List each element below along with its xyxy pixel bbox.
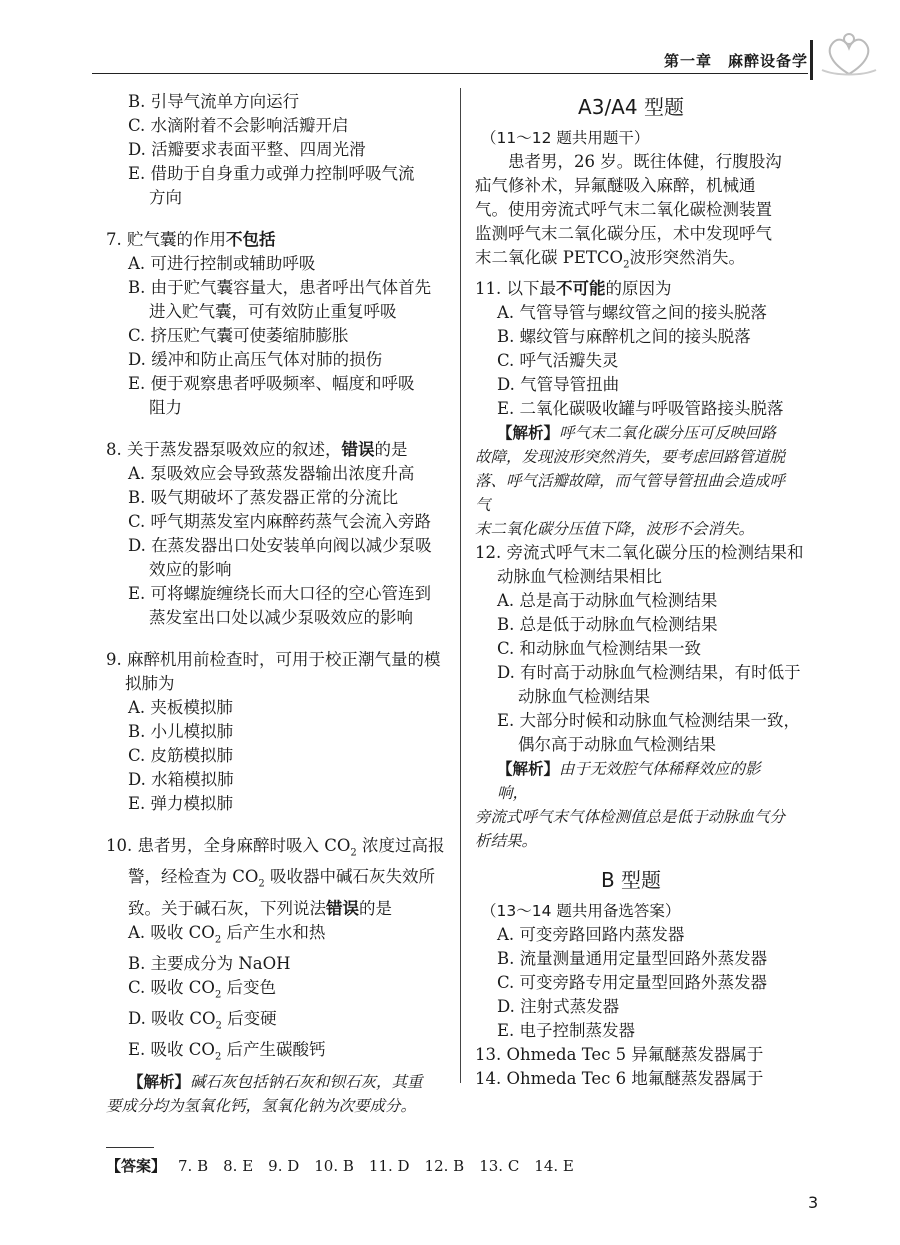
question-stem-cont: 致。关于碱石灰，下列说法错误的是 xyxy=(128,898,392,918)
option-b: B. 主要成分为 NaOH xyxy=(128,953,291,973)
header-bar xyxy=(810,40,813,80)
question-stem-cont: 拟肺为 xyxy=(125,674,175,693)
page-number: 3 xyxy=(808,1193,819,1212)
header-rule xyxy=(92,73,808,74)
answer-key-text: 7. B 8. E 9. D 10. B 11. D 12. B 13. C 14. E xyxy=(178,1157,574,1175)
left-column xyxy=(106,90,449,1118)
explanation-cont: 故障，发现波形突然消失，要考虑回路管道脱 xyxy=(475,448,786,467)
explanation: 【解析】碱石灰包括钠石灰和钡石灰，其重 xyxy=(128,1072,423,1091)
option-c: C. 呼气期蒸发室内麻醉药蒸气会流入旁路 xyxy=(128,512,432,531)
option-e: E. 可将螺旋缠绕长而大口径的空心管连到 xyxy=(128,584,432,603)
question-12 xyxy=(475,541,804,853)
option-a: A. 吸收 $CO_2$ 后产生水和热 xyxy=(128,922,326,945)
option-b: B. 螺纹管与麻醉机之间的接头脱落 xyxy=(497,327,751,347)
question-stem: 7. 贮气囊的作用不包括 xyxy=(106,230,276,249)
option-b: B. 引导气流单方向运行 xyxy=(128,92,300,111)
explanation-cont: 末二氧化碳分压值下降，波形不会消失。 xyxy=(475,520,755,539)
option-e-cont: 阻力 xyxy=(149,398,182,417)
option-c: C. 呼气活瓣失灵 xyxy=(497,351,619,371)
option-d-cont: 效应的影响 xyxy=(149,560,232,579)
option-e: E. 便于观察患者呼吸频率、幅度和呼吸 xyxy=(128,374,415,393)
option-e: E. 大部分时候和动脉血气检测结果一致， xyxy=(497,711,801,731)
publisher-logo-icon xyxy=(818,30,880,80)
question-10 xyxy=(106,834,449,1118)
section-heading-b: B 型题 xyxy=(600,868,662,893)
option-e-cont: 蒸发室出口处以减少泵吸效应的影响 xyxy=(149,608,413,627)
option-e: E. 吸收 $CO_2$ 后产生碳酸钙 xyxy=(128,1040,326,1063)
option-c: C. 和动脉血气检测结果一致 xyxy=(497,639,702,659)
chapter-title: 第一章 麻醉设备学 xyxy=(663,52,808,70)
option-c: C. 吸收 $CO_2$ 后变色 xyxy=(128,977,277,1001)
shared-options-note: （13～14 题共用备选答案） xyxy=(481,902,681,921)
question-13: 13. Ohmeda Tec 5 异氟醚蒸发器属于 xyxy=(475,1045,764,1065)
option-b: B. 总是低于动脉血气检测结果 xyxy=(497,615,718,635)
option-d: D. 注射式蒸发器 xyxy=(497,997,620,1017)
answers-rule xyxy=(106,1147,154,1148)
option-e-cont: 方向 xyxy=(149,188,182,207)
question-11 xyxy=(475,277,787,541)
option-e: E. 弹力模拟肺 xyxy=(128,794,234,813)
explanation-cont: 旁流式呼气末气体检测值总是低于动脉血气分 xyxy=(475,808,786,827)
question-stem-cont: 动脉血气检测结果相比 xyxy=(497,567,662,587)
option-e: E. 二氧化碳吸收罐与呼吸管路接头脱落 xyxy=(497,399,784,419)
option-b: B. 小儿模拟肺 xyxy=(128,722,234,741)
explanation-cont: 落、呼气活瓣故障，而气管导管扭曲会造成呼气 xyxy=(475,472,786,515)
right-column xyxy=(475,90,804,1091)
option-d: D. 有时高于动脉血气检测结果，有时低于 xyxy=(497,663,801,683)
option-b: B. 流量测量通用定量型回路外蒸发器 xyxy=(497,949,768,969)
option-d: D. 在蒸发器出口处安装单向阀以减少泵吸 xyxy=(128,536,432,555)
question-14: 14. Ohmeda Tec 6 地氟醚蒸发器属于 xyxy=(475,1069,764,1089)
option-d: D. 缓冲和防止高压气体对肺的损伤 xyxy=(128,350,383,369)
question-stem: 12. 旁流式呼气末二氧化碳分压的检测结果和 xyxy=(475,543,804,563)
option-b: B. 由于贮气囊容量大，患者呼出气体首先 xyxy=(128,278,432,297)
answer-key-label: 【答案】 xyxy=(106,1157,167,1175)
question-6-options xyxy=(106,90,449,210)
explanation: 【解析】呼气末二氧化碳分压可反映回路 xyxy=(497,424,777,443)
question-7 xyxy=(106,228,449,420)
option-d: D. 水箱模拟肺 xyxy=(128,770,234,789)
section-heading-a3a4: A3/A4 型题 xyxy=(578,95,684,119)
question-stem: 8. 关于蒸发器泵吸效应的叙述，错误的是 xyxy=(106,440,408,459)
option-a: A. 夹板模拟肺 xyxy=(128,698,233,717)
question-stem: 9. 麻醉机用前检查时，可用于校正潮气量的模 xyxy=(106,650,441,669)
question-stem: 11. 以下最不可能的原因为 xyxy=(475,279,672,299)
option-a: A. 气管导管与螺纹管之间的接头脱落 xyxy=(497,303,767,323)
option-c: C. 皮筋模拟肺 xyxy=(128,746,234,765)
option-b: B. 吸气期破坏了蒸发器正常的分流比 xyxy=(128,488,399,507)
question-stem-cont: 警，经检查为 $CO_2$ 吸收器中碱石灰失效所 xyxy=(128,867,436,890)
option-d: D. 吸收 $CO_2$ 后变硬 xyxy=(128,1009,277,1032)
shared-stem-note: （11～12 题共用题干） xyxy=(481,129,650,147)
page-header xyxy=(0,0,900,80)
option-e: E. 电子控制蒸发器 xyxy=(497,1021,636,1041)
option-d-cont: 动脉血气检测结果 xyxy=(518,687,650,707)
answer-key xyxy=(106,1155,574,1176)
case-description: 患者男，26 岁。既往体健，行腹股沟疝气修补术，异氟醚吸入麻醉，机械通气。使用旁流式呼气末二氧化碳检测装置监测呼气末二氧化碳分压，术中发现呼气末二氧化碳 $PETCO_2$波形突然消失。 xyxy=(475,152,782,271)
option-a: A. 总是高于动脉血气检测结果 xyxy=(497,591,718,611)
option-a: A. 可进行控制或辅助呼吸 xyxy=(128,254,316,273)
question-9 xyxy=(106,648,449,816)
option-d: D. 活瓣要求表面平整、四周光滑 xyxy=(128,140,366,159)
option-d: D. 气管导管扭曲 xyxy=(497,375,620,395)
option-e-cont: 偶尔高于动脉血气检测结果 xyxy=(518,735,716,755)
option-c: C. 挤压贮气囊可使萎缩肺膨胀 xyxy=(128,326,349,345)
option-b-cont: 进入贮气囊，可有效防止重复呼吸 xyxy=(149,302,397,321)
explanation-cont: 要成分均为氢氧化钙，氢氧化钠为次要成分。 xyxy=(106,1096,417,1115)
explanation-cont: 析结果。 xyxy=(475,832,538,851)
question-stem: 10. 患者男，全身麻醉时吸入 $CO_2$ 浓度过高报 xyxy=(106,836,445,859)
column-divider xyxy=(460,88,461,1083)
option-a: A. 可变旁路回路内蒸发器 xyxy=(497,925,685,945)
explanation: 【解析】由于无效腔气体稀释效应的影响， xyxy=(497,760,761,803)
option-c: C. 水滴附着不会影响活瓣开启 xyxy=(128,116,349,135)
option-e: E. 借助于自身重力或弹力控制呼吸气流 xyxy=(128,164,415,183)
question-8 xyxy=(106,438,449,630)
option-a: A. 泵吸效应会导致蒸发器输出浓度升高 xyxy=(128,464,415,483)
option-c: C. 可变旁路专用定量型回路外蒸发器 xyxy=(497,973,768,993)
